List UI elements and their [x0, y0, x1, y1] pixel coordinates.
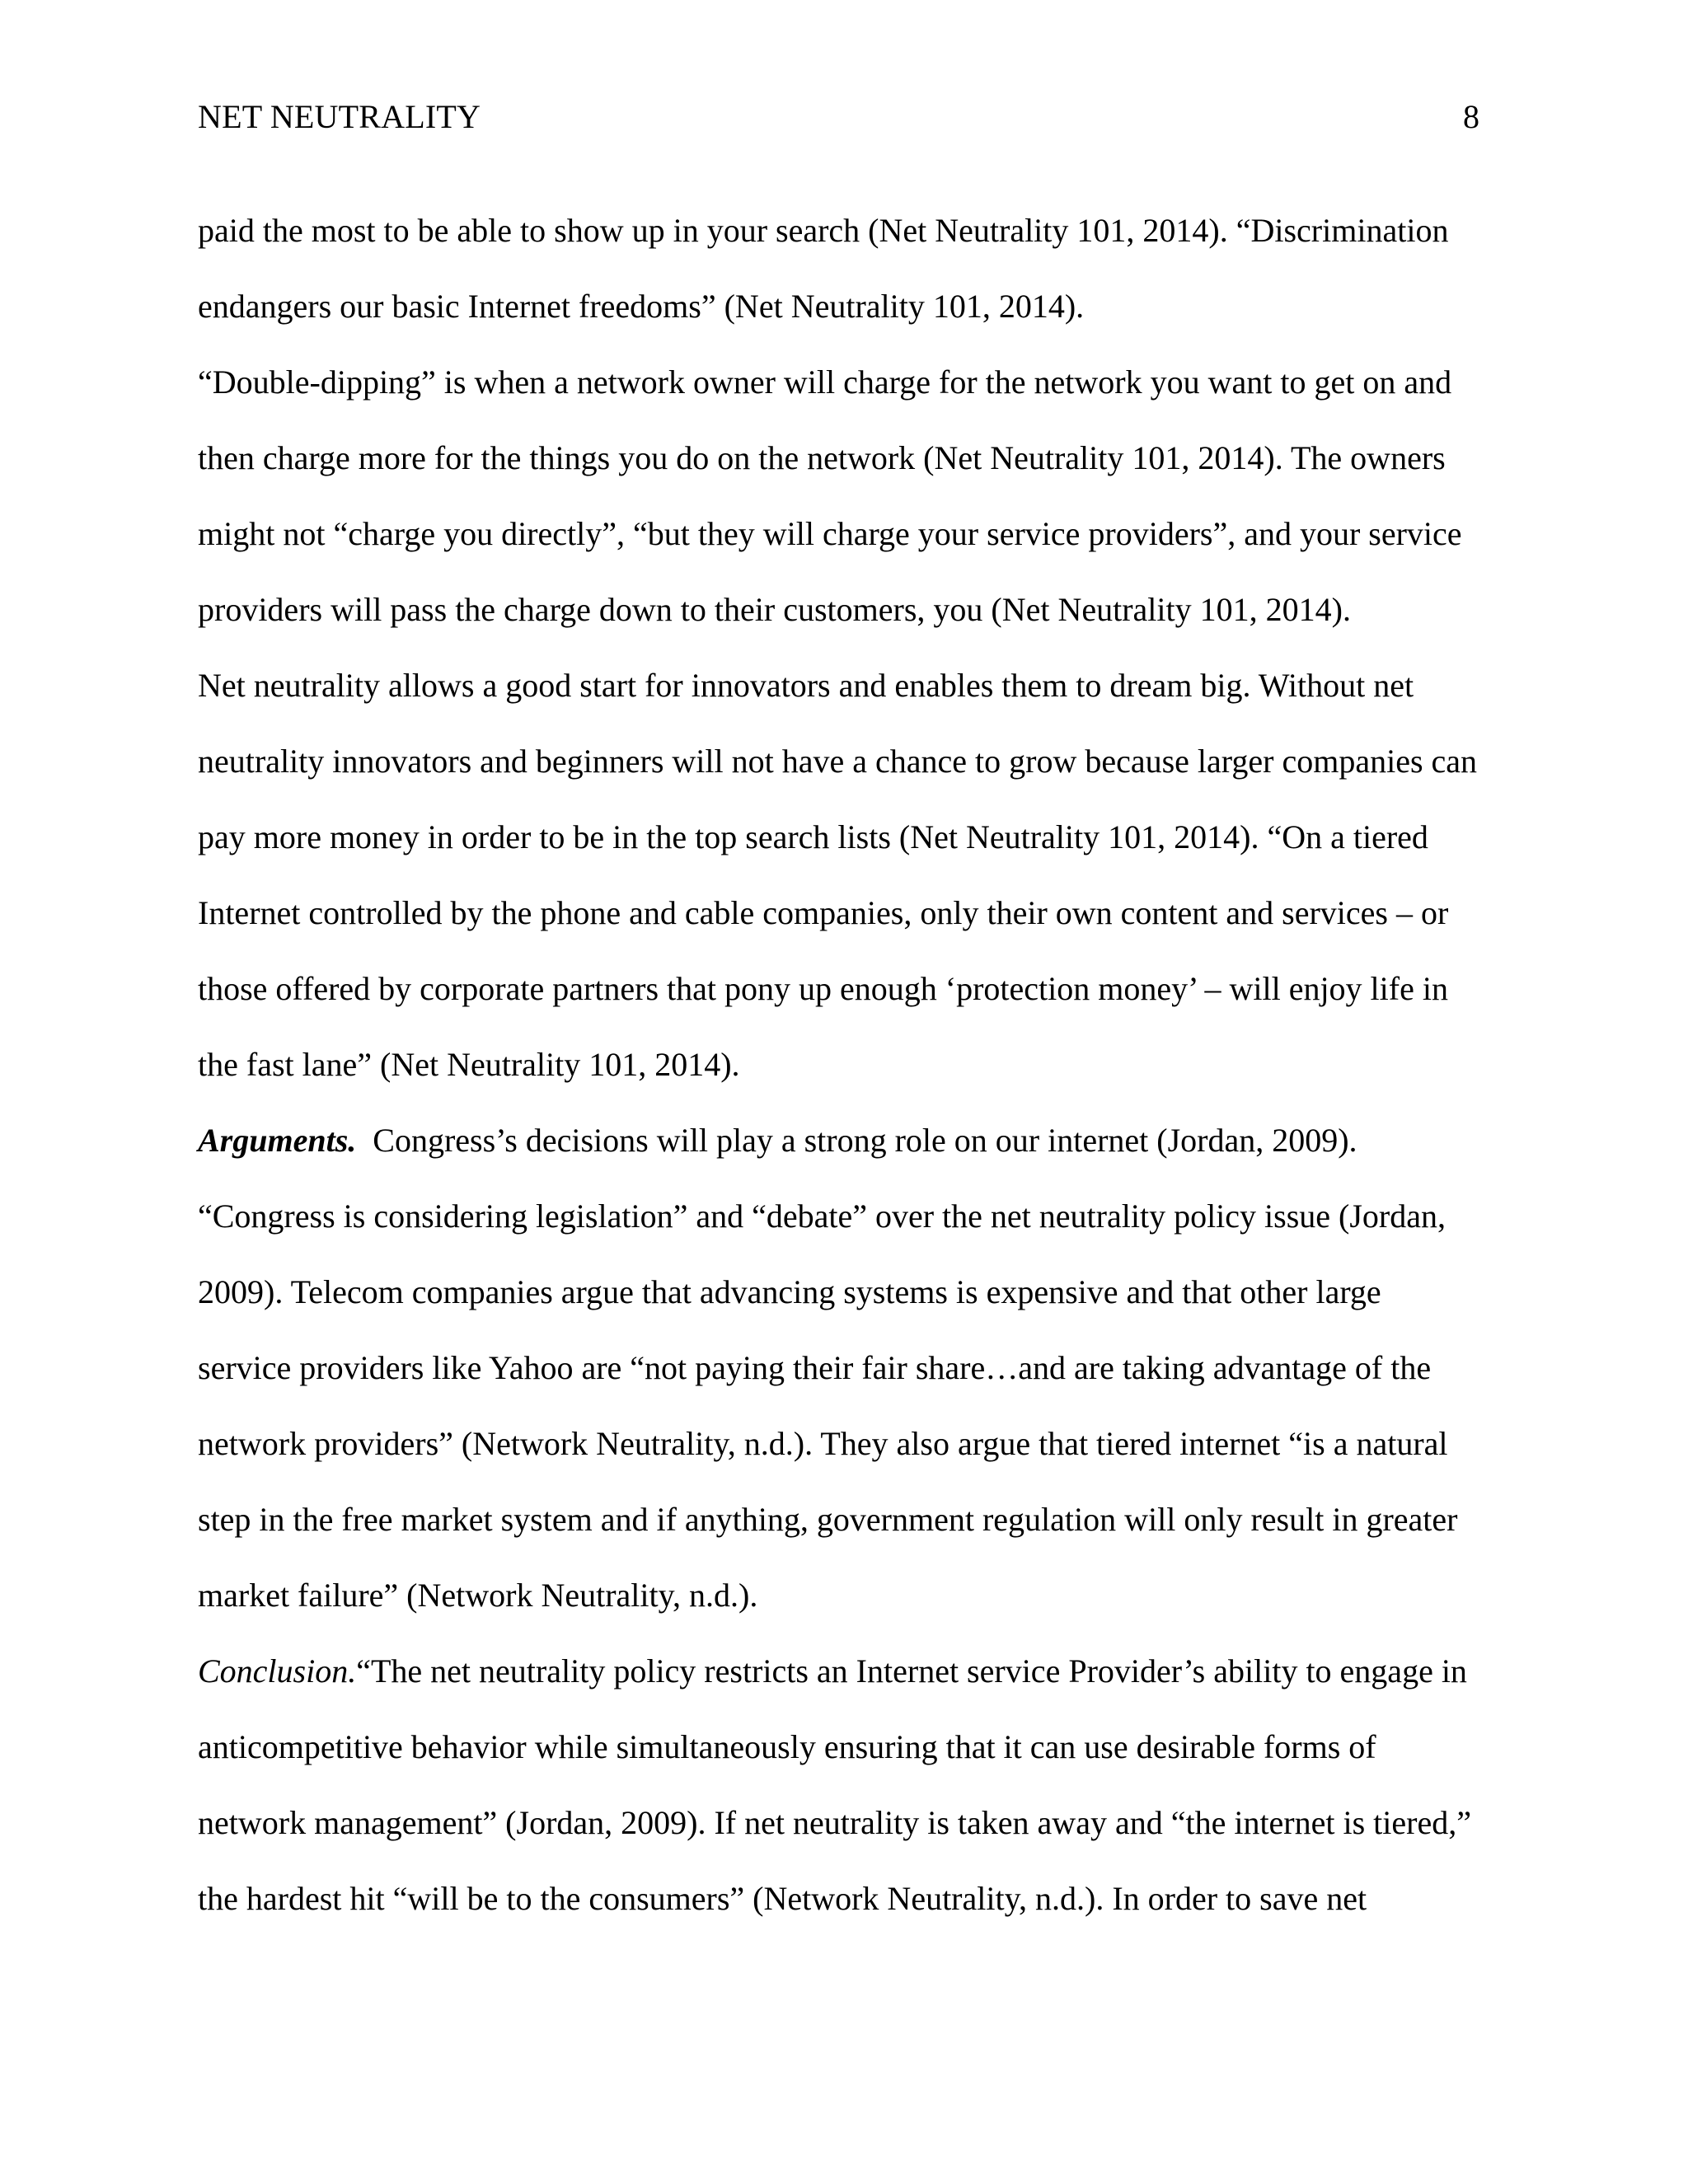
text-line: providers will pass the charge down to their customers, you (Net Neutrality 101, 2014). — [198, 591, 1351, 628]
text-line: “Double-dipping” is when a network owner will charge for the network you want to get on and — [198, 363, 1452, 401]
text-line: Congress’s decisions will play a strong role on our internet (Jordan, 2009). — [356, 1122, 1357, 1159]
text-line: Internet controlled by the phone and cable companies, only their own content and services – or — [198, 894, 1449, 931]
text-line: anticompetitive behavior while simultaneously ensuring that it can use desirable forms of — [198, 1728, 1376, 1765]
page-number: 8 — [1463, 98, 1479, 135]
text-line: “Congress is considering legislation” and “debate” over the net neutrality policy issue (Jordan, — [198, 1197, 1447, 1235]
text-line: service providers like Yahoo are “not paying their fair share…and are taking advantage of the — [198, 1349, 1432, 1386]
text-line: endangers our basic Internet freedoms” (Net Neutrality 101, 2014). — [198, 288, 1085, 325]
text-line: pay more money in order to be in the top search lists (Net Neutrality 101, 2014). “On a tiered — [198, 818, 1428, 855]
text-line: Net neutrality allows a good start for innovators and enables them to dream big. Without net — [198, 667, 1414, 704]
text-line: then charge more for the things you do on the network (Net Neutrality 101, 2014). The owners — [198, 439, 1446, 476]
text-line: paid the most to be able to show up in your search (Net Neutrality 101, 2014). “Discrimination — [198, 212, 1449, 249]
body-text — [198, 193, 1500, 1937]
conclusion-heading: Conclusion. — [198, 1652, 357, 1690]
text-line: 2009). Telecom companies argue that advancing systems is expensive and that other large — [198, 1273, 1381, 1310]
text-line: network providers” (Network Neutrality, n.d.). They also argue that tiered internet “is a natural — [198, 1425, 1448, 1462]
text-line: market failure” (Network Neutrality, n.d.). — [198, 1577, 758, 1614]
text-line: step in the free market system and if anything, government regulation will only result in greater — [198, 1501, 1458, 1538]
text-line: network management” (Jordan, 2009). If net neutrality is taken away and “the internet is tiered,” — [198, 1804, 1471, 1841]
text-line: might not “charge you directly”, “but they will charge your service providers”, and your service — [198, 515, 1462, 552]
arguments-heading: Arguments. — [198, 1122, 357, 1159]
arguments-paragraph-start — [198, 1103, 1500, 1179]
running-head: NET NEUTRALITY — [198, 98, 481, 135]
text-line: the fast lane” (Net Neutrality 101, 2014). — [198, 1046, 740, 1083]
text-line: “The net neutrality policy restricts an Internet service Provider’s ability to engage in — [356, 1652, 1467, 1690]
text-line: the hardest hit “will be to the consumers” (Network Neutrality, n.d.). In order to save net — [198, 1880, 1367, 1917]
text-line: neutrality innovators and beginners will not have a chance to grow because larger companies can — [198, 743, 1478, 780]
conclusion-paragraph-start — [198, 1633, 1500, 1709]
text-line: those offered by corporate partners that pony up enough ‘protection money’ – will enjoy life in — [198, 970, 1448, 1007]
